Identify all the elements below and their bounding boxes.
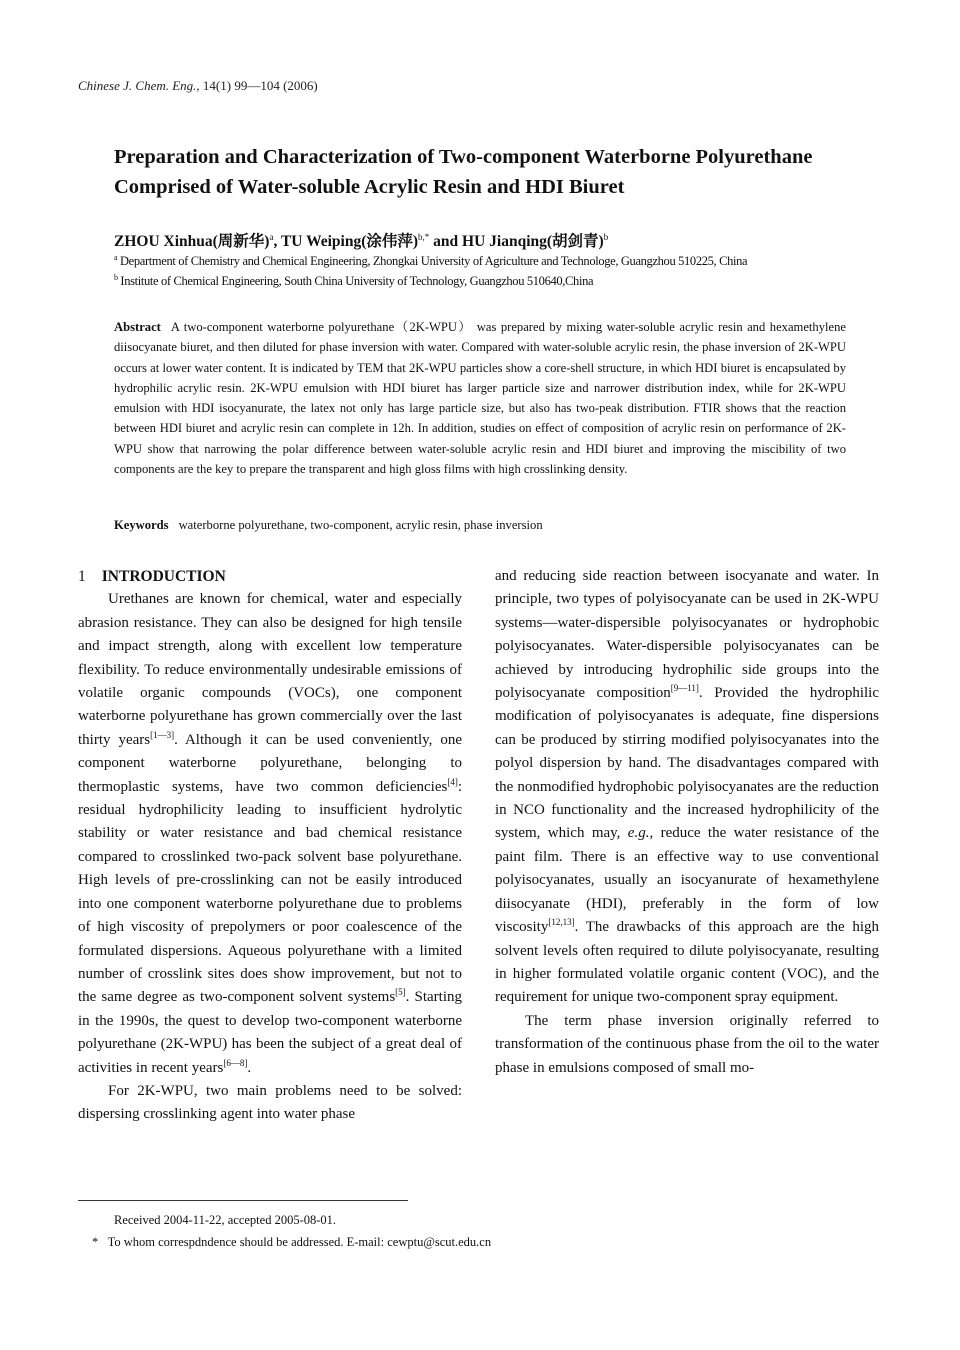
text-run: Urethanes are known for chemical, water and especially abrasion resistance. They can also be designed for high tensile and impact strength, along with excellent low temperature flexibility. To reduce environmentally undesirable emissions of volatile organic compounds (VOCs), one component waterborne polyurethane has grown commercially over the last thirty years xyxy=(78,591,462,748)
abstract xyxy=(114,317,846,479)
text-run: . xyxy=(247,1059,252,1076)
author-name: HU Jianqing(胡剑青) xyxy=(462,233,604,250)
affil-text: Institute of Chemical Engineering, South China University of Technology, Guangzhou 510640,China xyxy=(117,274,594,289)
footnote-received: Received 2004-11-22, accepted 2005-08-01. xyxy=(114,1213,337,1227)
author-affil-mark: b,* xyxy=(418,231,430,242)
body-paragraph: For 2K-WPU, two main problems need to be solved: dispersing crosslinking agent into water phase xyxy=(78,1082,462,1123)
abstract-text: A two-component waterborne polyurethane（2K-WPU） was prepared by mixing water-soluble acrylic resin and hexamethylene diisocyanate biuret, and then diluted for phase inversion with water. Compared with water-soluble acrylic resin, the phase inversion of 2K-WPU occurs at lower water content. It is indicated by TEM that 2K-WPU particles show a core-shell structure, in which HDI biuret is encapsulated by hydrophilic acrylic resin. 2K-WPU emulsion with HDI biuret has larger particle size and narrower distribution index, while for 2K-WPU emulsion with HDI isocyanurate, the latex not only has large particle size, but also has two-peak distribution. FTIR shows that the reaction between HDI biuret and acrylic resin can complete in 12h. In addition, studies on effect of composition of acrylic resin on performance of 2K-WPU show that narrowing the polar difference between water-soluble acrylic resin and HDI biuret and improving the miscibility of two components are the key to prepare the transparent and high gloss films with high crosslinking density. xyxy=(114,320,846,477)
text-run: . The drawbacks of this approach are the high solvent levels often required to dilute polyisocyanate, resulting in higher formulated volatile organic content (VOC), and the requirement for unique two-component spray equipment. xyxy=(495,919,879,1006)
citation-ref[interactable]: [1—3] xyxy=(150,729,175,740)
author-separator: and xyxy=(429,233,463,250)
affil-mark: a xyxy=(114,253,118,262)
citation-ref[interactable]: [4] xyxy=(447,776,458,787)
section-number: 1 xyxy=(78,568,86,585)
text-run: : residual hydrophilicity leading to insufficient hydrolytic stability or water resistance and bad chemical resistance compared to crosslinked two-pack solvent base polyurethane. High levels of pre-crosslinking can not be easily introduced into one component waterborne polyurethane due to problems of high viscosity of prepolymers or poor coalescence of the formulated dispersions. Aqueous polyurethane with a limited number of crosslink sites does show improvement, but not to the same degree as two-component solvent systems xyxy=(78,778,462,1006)
affiliation-b xyxy=(114,273,593,289)
footnote-email-text[interactable]: To whom correspdndence should be addressed. E-mail: cewptu@scut.edu.cn xyxy=(107,1235,492,1249)
author-line xyxy=(114,229,608,251)
paper-title: Preparation and Characterization of Two-component Waterborne Polyurethane Comprised of Water-soluble Acrylic Resin and HDI Biuret xyxy=(114,146,813,198)
footnote-star: * xyxy=(92,1235,99,1249)
author-name: ZHOU Xinhua(周新华) xyxy=(114,233,270,250)
citation-ref[interactable]: [12,13] xyxy=(548,917,575,928)
footnote-divider xyxy=(78,1200,408,1201)
author-separator: , xyxy=(273,233,281,250)
section-title: INTRODUCTION xyxy=(101,568,226,585)
body-paragraph: The term phase inversion originally referred to transformation of the continuous phase from the oil to the water phase in emulsions composed of small mo- xyxy=(495,1012,879,1076)
text-run: . Although it can be used conveniently, one component waterborne polyurethane, belonging to thermoplastic systems, have two common deficiencies xyxy=(78,731,462,795)
keywords-text: waterborne polyurethane, two-component, acrylic resin, phase inversion xyxy=(178,518,543,532)
citation-ref[interactable]: [5] xyxy=(395,987,406,998)
right-column xyxy=(495,565,879,1080)
italic-text: e.g. xyxy=(627,825,650,842)
abstract-label: Abstract xyxy=(114,320,161,334)
body-paragraph xyxy=(78,588,462,1080)
author-name: TU Weiping(涂伟萍) xyxy=(280,233,419,250)
keywords-label: Keywords xyxy=(114,518,169,532)
section-heading xyxy=(78,565,462,588)
left-column xyxy=(78,565,462,1127)
body-paragraph xyxy=(495,565,879,1010)
journal-name: Chinese J. Chem. Eng., xyxy=(78,78,200,93)
affiliation-a xyxy=(114,253,747,269)
journal-citation xyxy=(78,78,318,94)
text-run: and reducing side reaction between isocyanate and water. In principle, two types of polyisocyanate can be used in 2K-WPU systems—water-dispersible polyisocyanates or hydrophobic polyisocyanates. Water-dispersible polyisocyanates can be achieved by introducing hydrophilic side groups into the polyisocyanate composition xyxy=(495,568,879,702)
text-run: . Provided the hydrophilic modification of polyisocyanates is adequate, fine dispersions can be produced by stirring modified polyisocyanates into the polyol dispersion by hand. The disadvantages compared with the nonmodified hydrophobic polyisocyanates are the reduction in NCO functionality and the increased hydrophilicity of the system, which may, xyxy=(495,685,879,842)
journal-volume-pages: 14(1) 99—104 (2006) xyxy=(199,78,318,93)
citation-ref[interactable]: [6—8] xyxy=(223,1057,248,1068)
text-run: . Starting in the 1990s, the quest to develop two-component waterborne polyurethane (2K-WPU) has been the subject of a great deal of activities in recent years xyxy=(78,989,462,1076)
citation-ref[interactable]: [9—11] xyxy=(670,683,699,694)
footnote-correspondence xyxy=(92,1235,491,1250)
affil-mark: b xyxy=(114,273,118,282)
affil-text: Department of Chemistry and Chemical Engineering, Zhongkai University of Agriculture and Technologe, Guangzhou 510225, China xyxy=(117,254,748,269)
keywords xyxy=(114,518,543,533)
author-affil-mark: a xyxy=(269,231,274,242)
text-run: , reduce the water resistance of the paint film. There is an effective way to use conventional polyisocyanates, usually an isocyanurate of hexamethylene diisocyanate (HDI), preferably in the form of low viscosity xyxy=(495,825,879,936)
author-affil-mark: b xyxy=(603,231,609,242)
